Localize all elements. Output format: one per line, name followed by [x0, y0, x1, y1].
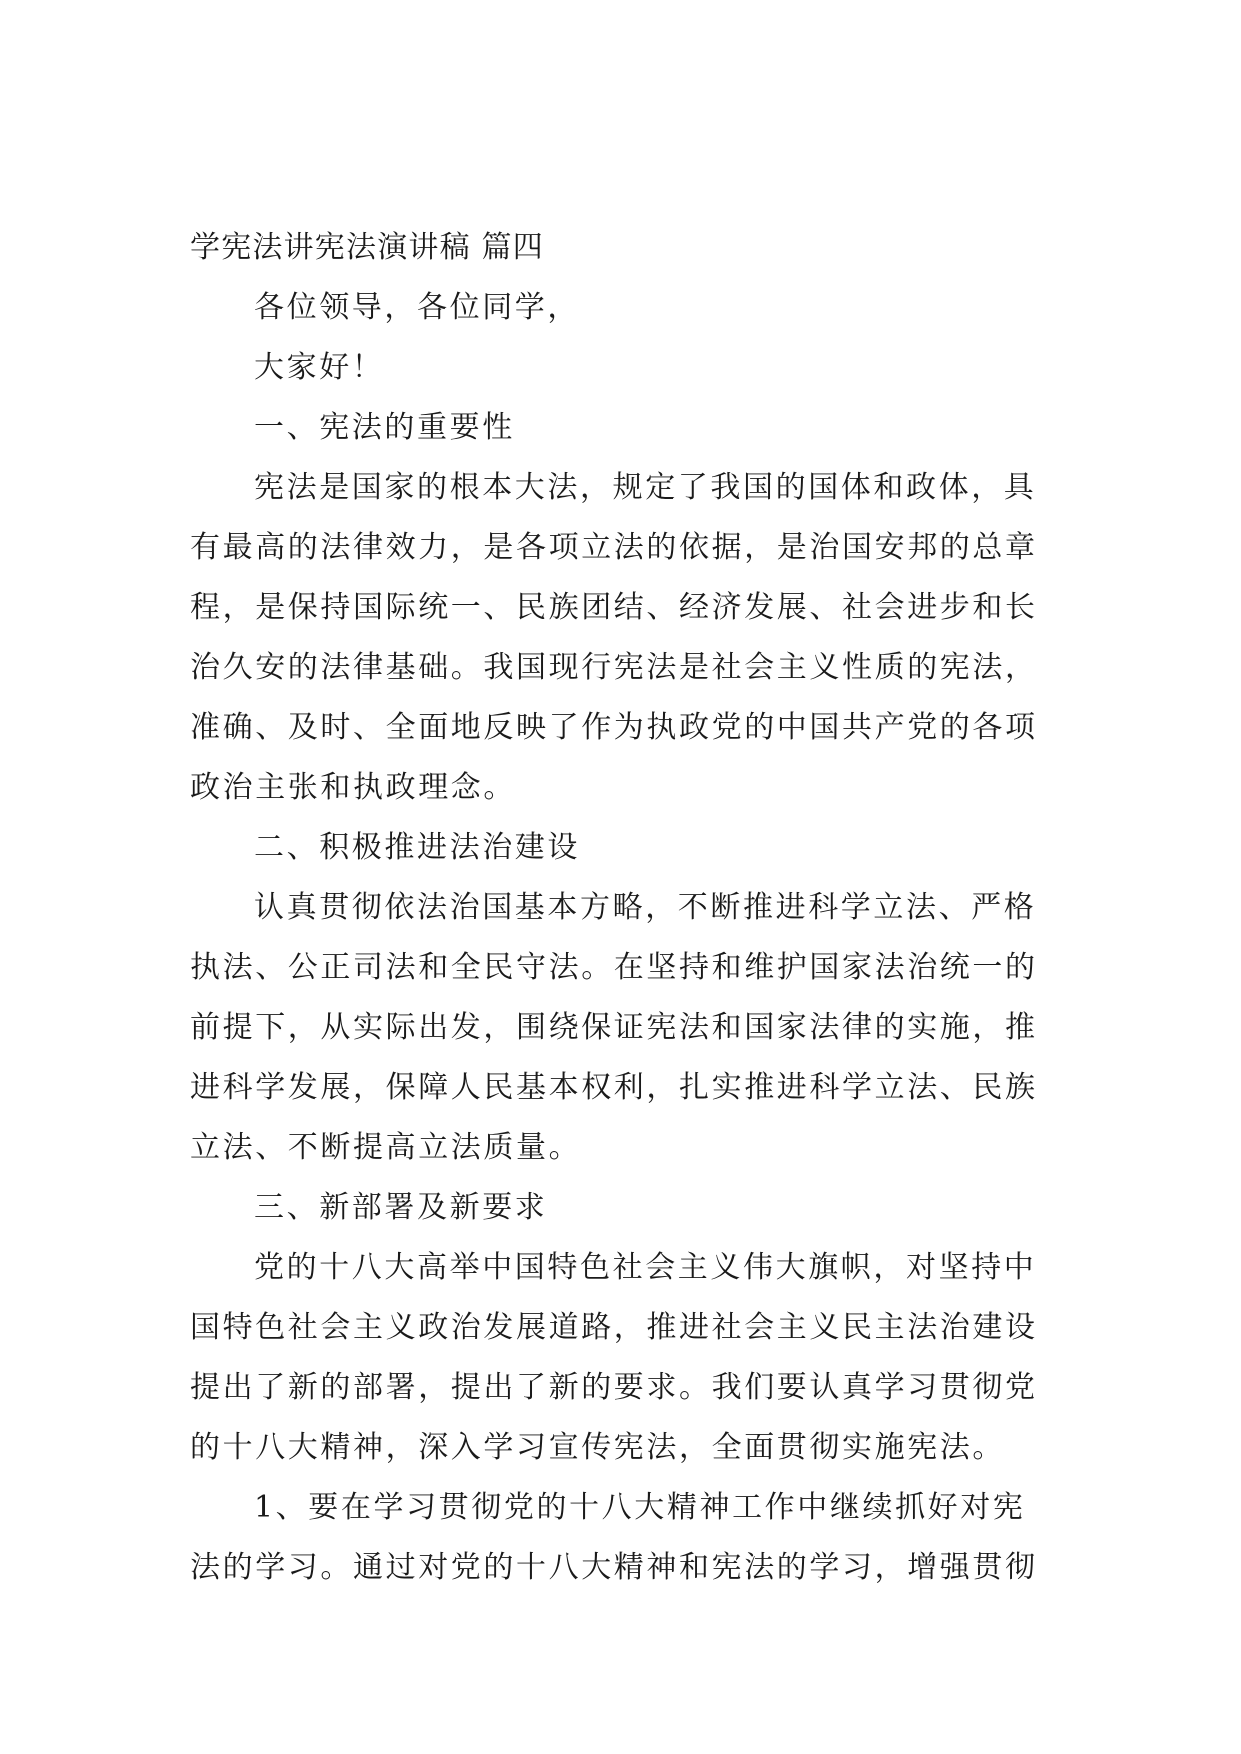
paragraph-line: 执法、公正司法和全民守法。在坚持和维护国家法治统一的	[190, 950, 1038, 985]
paragraph-line: 治久安的法律基础。我国现行宪法是社会主义性质的宪法，	[190, 650, 1038, 685]
paragraph-line: 准确、及时、全面地反映了作为执政党的中国共产党的各项	[190, 710, 1038, 745]
salutation-line: 各位领导，各位同学，	[254, 290, 580, 325]
paragraph-line: 政治主张和执政理念。	[190, 770, 516, 805]
section-heading-2: 二、积极推进法治建设	[254, 830, 580, 865]
document-title: 学宪法讲宪法演讲稿 篇四	[190, 230, 544, 265]
numbered-item-1: 1、要在学习贯彻党的十八大精神工作中继续抓好对宪	[254, 1490, 1026, 1525]
greeting-line: 大家好！	[254, 350, 385, 385]
paragraph-line: 进科学发展，保障人民基本权利，扎实推进科学立法、民族	[190, 1070, 1038, 1105]
paragraph-line: 程，是保持国际统一、民族团结、经济发展、社会进步和长	[190, 590, 1038, 625]
paragraph-line: 宪法是国家的根本大法，规定了我国的国体和政体，具	[254, 470, 1037, 505]
section-heading-1: 一、宪法的重要性	[254, 410, 515, 445]
paragraph-line: 前提下，从实际出发，围绕保证宪法和国家法律的实施，推	[190, 1010, 1038, 1045]
paragraph-line: 的十八大精神，深入学习宣传宪法，全面贯彻实施宪法。	[190, 1430, 1005, 1465]
paragraph-line: 立法、不断提高立法质量。	[190, 1130, 582, 1165]
paragraph-line: 提出了新的部署，提出了新的要求。我们要认真学习贯彻党	[190, 1370, 1038, 1405]
section-heading-3: 三、新部署及新要求	[254, 1190, 548, 1225]
paragraph-line: 国特色社会主义政治发展道路，推进社会主义民主法治建设	[190, 1310, 1038, 1345]
paragraph-line: 法的学习。通过对党的十八大精神和宪法的学习，增强贯彻	[190, 1550, 1038, 1585]
paragraph-line: 认真贯彻依法治国基本方略，不断推进科学立法、严格	[254, 890, 1037, 925]
paragraph-line: 有最高的法律效力，是各项立法的依据，是治国安邦的总章	[190, 530, 1038, 565]
paragraph-line: 党的十八大高举中国特色社会主义伟大旗帜，对坚持中	[254, 1250, 1037, 1285]
document-body	[190, 218, 1066, 1598]
